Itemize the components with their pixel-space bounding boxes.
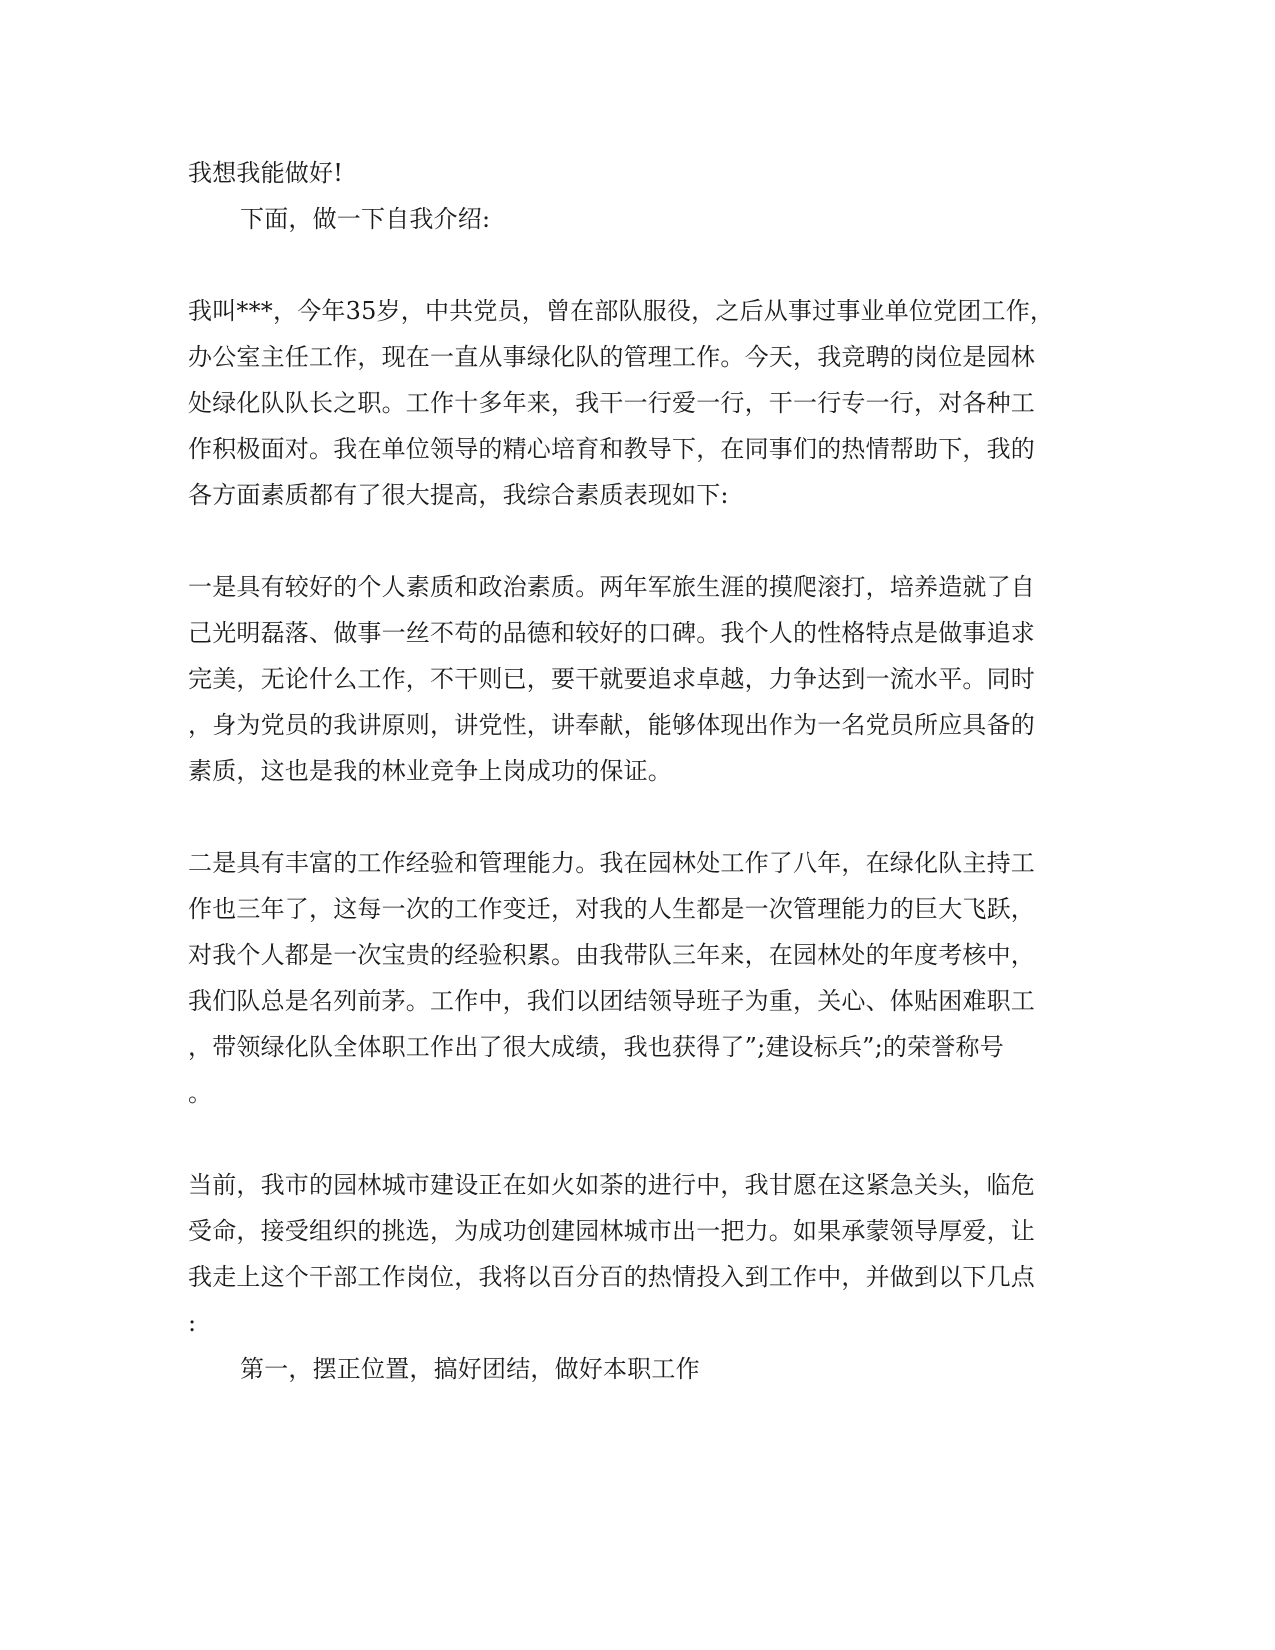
text-line: 我们队总是名列前茅。工作中，我们以团结领导班子为重，关心、体贴困难职工 <box>188 987 1035 1015</box>
text-line: 处绿化队队长之职。工作十多年来，我干一行爱一行，干一行专一行，对各种工 <box>188 389 1035 417</box>
text-line: 素质，这也是我的林业竞争上岗成功的保证。 <box>188 757 672 785</box>
text-line: : <box>188 1309 197 1337</box>
text-line: 第一，摆正位置，搞好团结，做好本职工作 <box>240 1355 700 1383</box>
text-line: 完美，无论什么工作，不干则已，要干就要追求卓越，力争达到一流水平。同时 <box>188 665 1035 693</box>
text-line: 各方面素质都有了很大提高，我综合素质表现如下: <box>188 481 729 509</box>
text-line: 。 <box>188 1079 213 1107</box>
text-line: 办公室主任工作，现在一直从事绿化队的管理工作。今天，我竞聘的岗位是园林 <box>188 343 1035 371</box>
text-line: 对我个人都是一次宝贵的经验积累。由我带队三年来，在园林处的年度考核中， <box>188 941 1035 969</box>
text-line: ，带领绿化队全体职工作出了很大成绩，我也获得了”;建设标兵”;的荣誉称号 <box>188 1033 1004 1061</box>
text-line: 二是具有丰富的工作经验和管理能力。我在园林处工作了八年，在绿化队主持工 <box>188 849 1035 877</box>
text-line: 当前，我市的园林城市建设正在如火如荼的进行中，我甘愿在这紧急关头，临危 <box>188 1171 1035 1199</box>
text-line: 我想我能做好! <box>188 159 344 187</box>
text-line: 我走上这个干部工作岗位，我将以百分百的热情投入到工作中，并做到以下几点 <box>188 1263 1035 1291</box>
text-line: 一是具有较好的个人素质和政治素质。两年军旅生涯的摸爬滚打，培养造就了自 <box>188 573 1035 601</box>
text-line: 受命，接受组织的挑选，为成功创建园林城市出一把力。如果承蒙领导厚爱，让 <box>188 1217 1035 1245</box>
text-line: ，身为党员的我讲原则，讲党性，讲奉献，能够体现出作为一名党员所应具备的 <box>188 711 1035 739</box>
text-line: 下面，做一下自我介绍: <box>240 205 491 233</box>
text-line: 己光明磊落、做事一丝不苟的品德和较好的口碑。我个人的性格特点是做事追求 <box>188 619 1035 647</box>
text-line: 作积极面对。我在单位领导的精心培育和教导下，在同事们的热情帮助下，我的 <box>188 435 1035 463</box>
text-line: 我叫***，今年35岁，中共党员，曾在部队服役，之后从事过事业单位党团工作， <box>188 297 1055 325</box>
text-line: 作也三年了，这每一次的工作变迁，对我的人生都是一次管理能力的巨大飞跃， <box>188 895 1035 923</box>
